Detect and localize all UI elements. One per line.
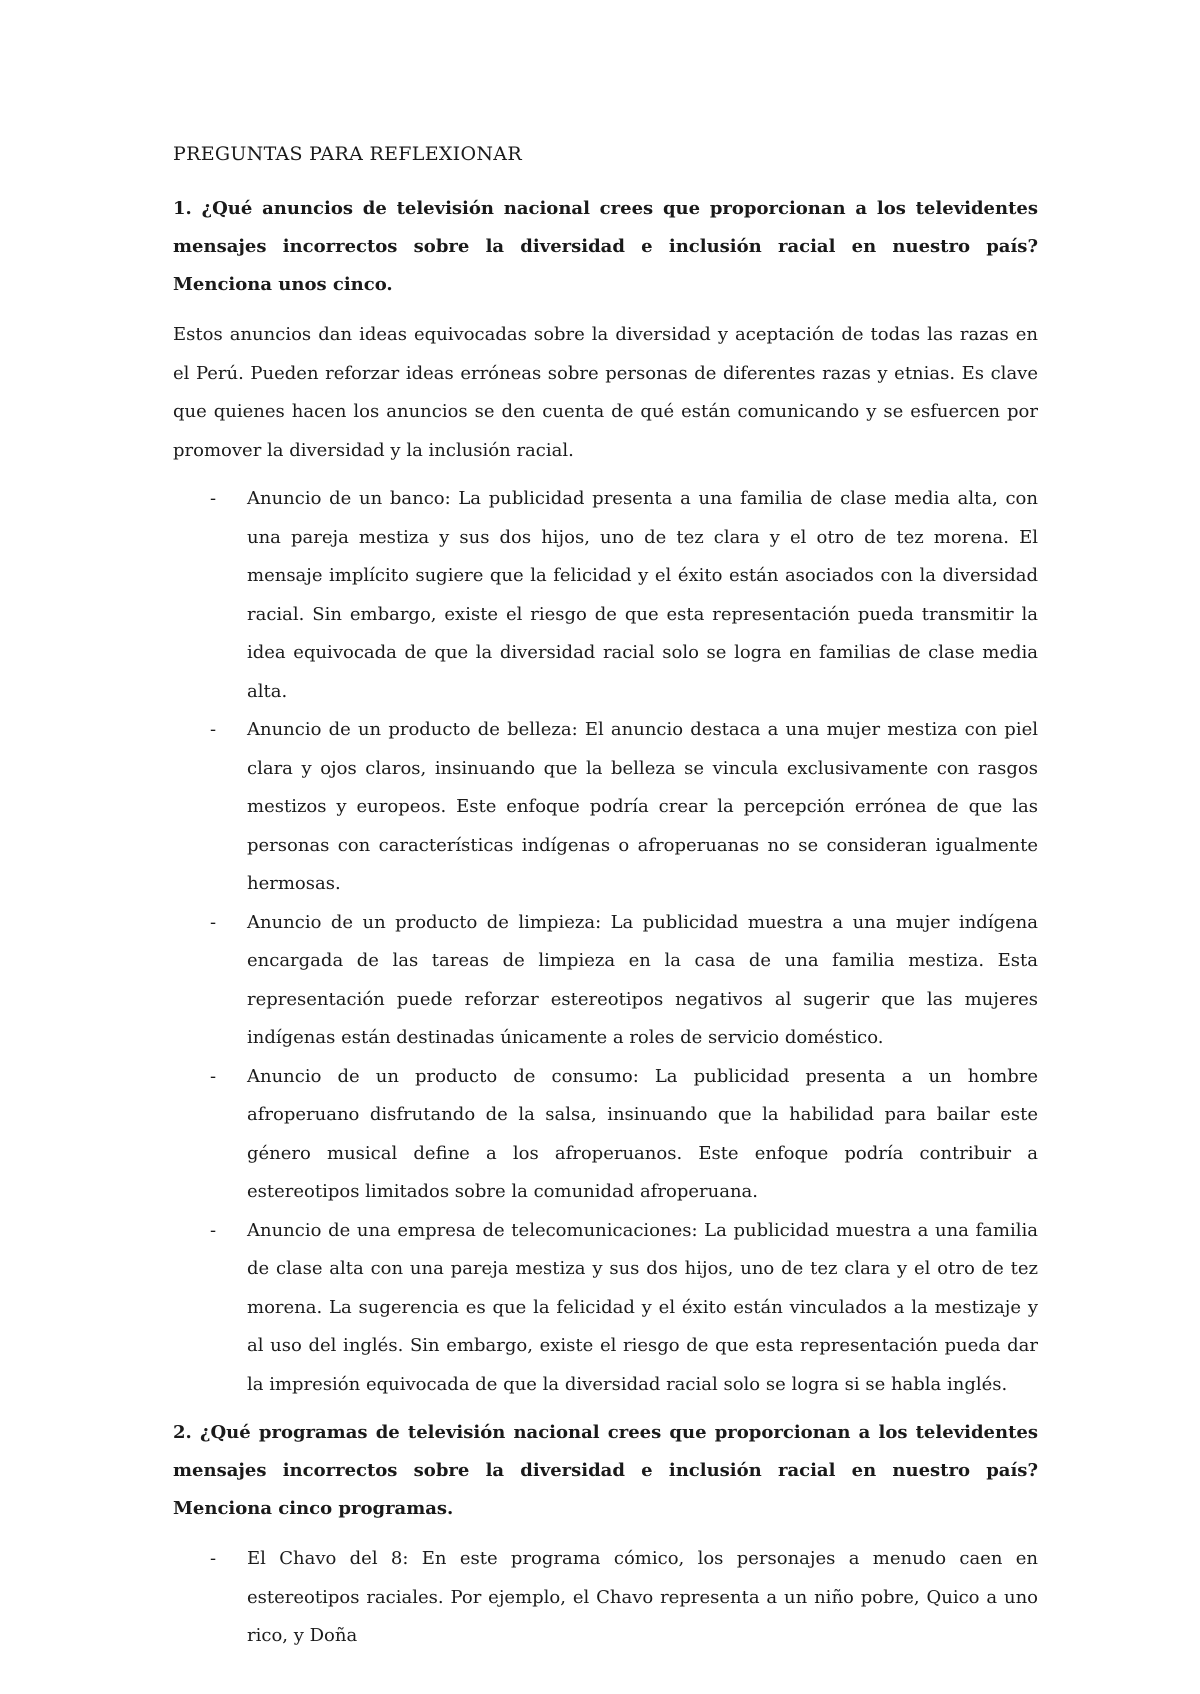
question-2: 2. ¿Qué programas de televisión nacional crees que proporcionan a los televidentes mensajes incorrectos sobre la diversidad e inclusión racial en nuestro país? Menciona cinco programas. xyxy=(173,1422,1038,1519)
ad-text: Anuncio de un producto de limpieza: La publicidad muestra a una mujer indígena encargada de las tareas de limpieza en la casa de una familia mestiza. Esta representación puede reforzar estereotipos negativos al sugerir que las mujeres indígenas están destinadas únicamente a roles de servicio doméstico. xyxy=(247,911,1038,1048)
ad-text: Anuncio de un producto de belleza: El anuncio destaca a una mujer mestiza con piel clara y ojos claros, insinuando que la belleza se vincula exclusivamente con rasgos mestizos y europeos. Este enfoque podría crear la percepción errónea de que las personas con características indígenas o afroperuanas no se consideran igualmente hermosas. xyxy=(247,719,1038,894)
document-page xyxy=(173,140,1038,1666)
dash-bullet: - xyxy=(210,1065,217,1087)
list-item xyxy=(173,904,1038,1058)
dash-bullet: - xyxy=(210,1548,217,1569)
intro-paragraph: Estos anuncios dan ideas equivocadas sobre la diversidad y aceptación de todas las razas en el Perú. Pueden reforzar ideas erróneas sobre personas de diferentes razas y etnias. Es clave que quienes hacen los anuncios se den cuenta de qué están comunicando y se esfuercen por promover la diversidad y la inclusión racial. xyxy=(173,324,1038,461)
dash-bullet: - xyxy=(210,911,217,933)
list-item xyxy=(173,1058,1038,1212)
program-text: El Chavo del 8: En este programa cómico, los personajes a menudo caen en estereotipos raciales. Por ejemplo, el Chavo representa a un niño pobre, Quico a uno rico, y Doña xyxy=(247,1548,1038,1646)
ad-text: Anuncio de un producto de consumo: La publicidad presenta a un hombre afroperuano disfrutando de la salsa, insinuando que la habilidad para bailar este género musical define a los afroperuanos. Este enfoque podría contribuir a estereotipos limitados sobre la comunidad afroperuana. xyxy=(247,1065,1038,1202)
ads-list xyxy=(173,480,1038,1404)
ad-text: Anuncio de una empresa de telecomunicaciones: La publicidad muestra a una familia de clase alta con una pareja mestiza y sus dos hijos, uno de tez clara y el otro de tez morena. La sugerencia es que la felicidad y el éxito están vinculados a la mestizaje y al uso del inglés. Sin embargo, existe el riesgo de que esta representación pueda dar la impresión equivocada de que la diversidad racial solo se logra si se habla inglés. xyxy=(247,1219,1038,1395)
list-item xyxy=(173,480,1038,711)
dash-bullet: - xyxy=(210,488,217,509)
dash-bullet: - xyxy=(210,719,217,740)
programs-list xyxy=(173,1540,1038,1656)
dash-bullet: - xyxy=(210,1219,217,1241)
question-1: 1. ¿Qué anuncios de televisión nacional crees que proporcionan a los televidentes mensajes incorrectos sobre la diversidad e inclusión racial en nuestro país? Menciona unos cinco. xyxy=(173,198,1038,295)
list-item xyxy=(173,1212,1038,1405)
ad-text: Anuncio de un banco: La publicidad presenta a una familia de clase media alta, con una pareja mestiza y sus dos hijos, uno de tez clara y el otro de tez morena. El mensaje implícito sugiere que la felicidad y el éxito están asociados con la diversidad racial. Sin embargo, existe el riesgo de que esta representación pueda transmitir la idea equivocada de que la diversidad racial solo se logra en familias de clase media alta. xyxy=(247,488,1038,702)
document-title: PREGUNTAS PARA REFLEXIONAR xyxy=(173,143,522,165)
list-item xyxy=(173,1540,1038,1656)
list-item xyxy=(173,711,1038,904)
